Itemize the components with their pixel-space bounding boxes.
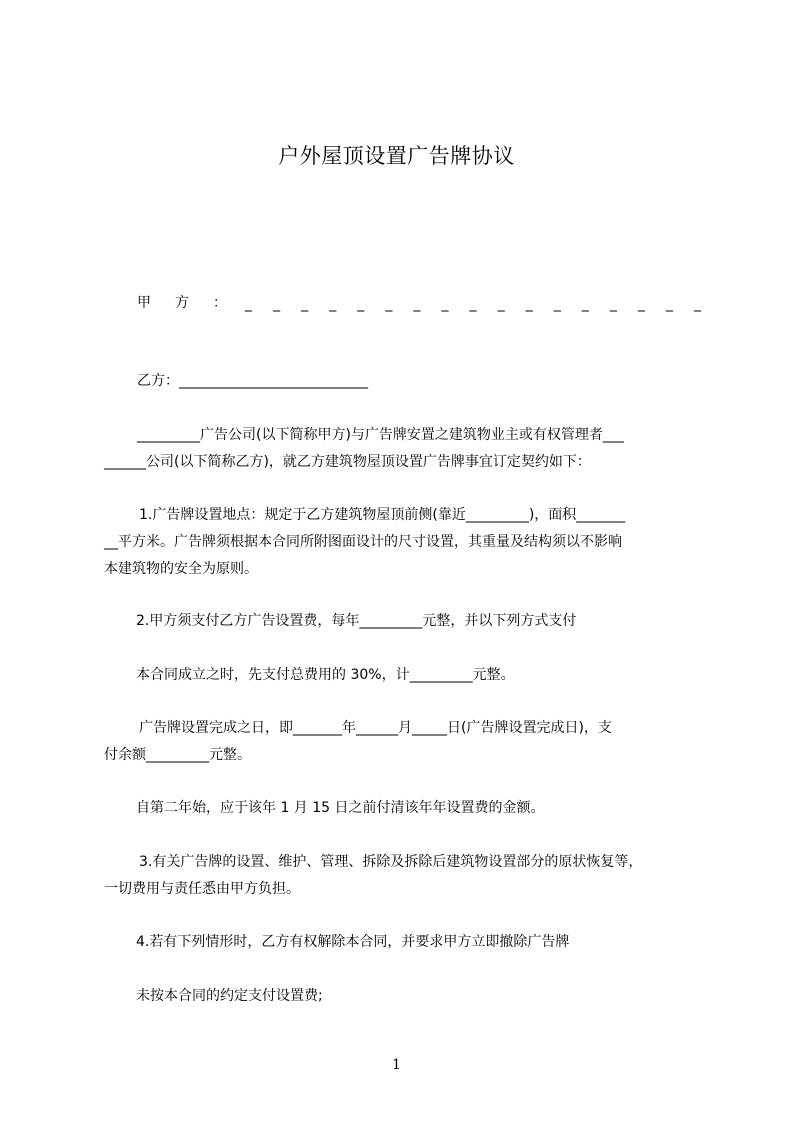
party-a-char-2: 方 [175, 295, 189, 311]
annual-payment-line: 自第二年始，应于该年 1 月 15 日之前付清该年年设置费的金额。 [136, 800, 545, 816]
blank-dash: _ [694, 296, 701, 312]
blank-dash: _ [357, 296, 365, 312]
blank-dash: _ [665, 296, 673, 312]
party-b-line: 乙方：___________________________ [137, 373, 368, 389]
preamble-line-2: ______公司(以下简称乙方)，就乙方建筑物屋顶设置广告牌事宜订定契约如下： [104, 454, 591, 470]
blank-dash: _ [497, 296, 505, 312]
blank-dash: _ [553, 296, 561, 312]
blank-dash: _ [441, 296, 449, 312]
clause-3-line-1: 3.有关广告牌的设置、维护、管理、拆除及拆除后建筑物设置部分的原状恢复等， [139, 854, 643, 870]
clause-3-line-2: 一切费用与责任悉由甲方负担。 [104, 881, 300, 897]
party-a-colon: ： [213, 295, 227, 311]
preamble-line-1: _________广告公司(以下简称甲方)与广告牌安置之建筑物业主或有权管理者___ [137, 427, 624, 443]
blank-dash: _ [385, 296, 393, 312]
party-a-char-1: 甲 [137, 295, 151, 311]
blank-dash: _ [525, 296, 533, 312]
payment-completion-line-1: 广告牌设置完成之日，即_______年______月_____日(广告牌设置完成日)，支 [139, 720, 612, 736]
party-a-blank-field [245, 294, 701, 314]
clause-1-line-3: 本建筑物的安全为原则。 [104, 561, 258, 577]
blank-dash: _ [273, 296, 281, 312]
document-title: 户外屋顶设置广告牌协议 [278, 144, 515, 168]
clause-1-line-2: __平方米。广告牌须根据本合同所附图面设计的尺寸设置，其重量及结构须以不影响 [104, 534, 622, 550]
blank-dash: _ [637, 296, 645, 312]
termination-condition-1: 未按本合同的约定支付设置费; [136, 988, 323, 1004]
page-number: 1 [392, 1057, 401, 1073]
clause-2-line-1: 2.甲方须支付乙方广告设置费，每年_________元整，并以下列方式支付 [136, 613, 577, 629]
payment-completion-line-2: 付余额_________元整。 [104, 747, 251, 763]
payment-initial-line: 本合同成立之时，先支付总费用的 30%，计_________元整。 [136, 667, 515, 683]
blank-dash: _ [245, 296, 252, 312]
clause-1-line-1: 1.广告牌设置地点：规定于乙方建筑物屋顶前侧(靠近_________)，面积_______ [139, 507, 626, 523]
clause-4-line-1: 4.若有下列情形时，乙方有权解除本合同，并要求甲方立即撤除广告牌 [136, 934, 570, 950]
blank-dash: _ [301, 296, 309, 312]
blank-dash: _ [469, 296, 477, 312]
blank-dash: _ [581, 296, 589, 312]
blank-dash: _ [609, 296, 617, 312]
blank-dash: _ [329, 296, 337, 312]
blank-dash: _ [413, 296, 421, 312]
